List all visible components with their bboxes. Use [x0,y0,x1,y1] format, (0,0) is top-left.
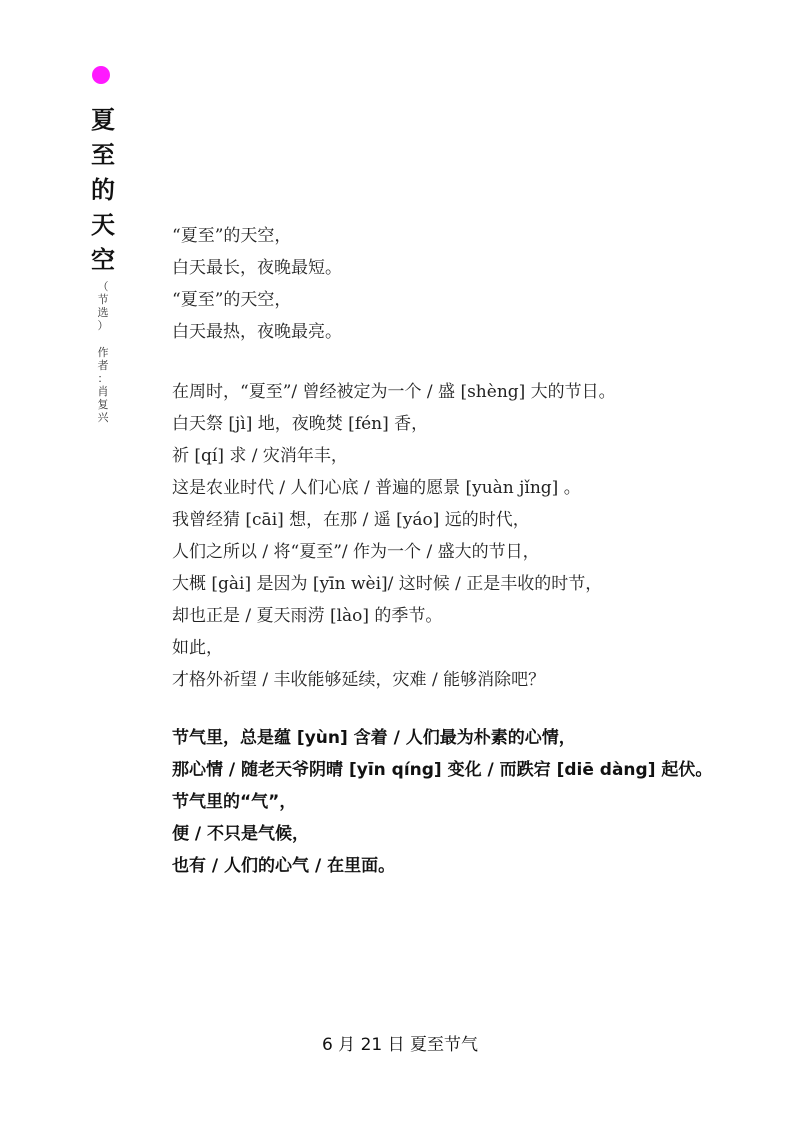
stanza-1 [172,220,782,348]
poem-line: 这是农业时代 / 人们心底 / 普遍的愿景 [yuàn jǐng] 。 [172,478,581,498]
poem-line: 人们之所以 / 将“夏至”/ 作为一个 / 盛大的节日， [172,542,540,562]
title-char: 空 [91,245,115,274]
poem-line: 大概 [gài] 是因为 [yīn wèi]/ 这时候 / 正是丰收的时节， [172,574,603,594]
author-char: ： [97,372,109,385]
title-char: 夏 [91,105,115,134]
poem-line: 才格外祈望 / 丰收能够延续，灾难 / 能够消除吧？ [172,670,546,690]
poem-line-bold: 那心情 / 随老天爷阴晴 [yīn qíng] 变化 / 而跌宕 [diē dàng] 起伏。 [172,760,713,780]
poem-line: “夏至”的天空， [172,290,292,310]
poem-line: 在周时，“夏至”/ 曾经被定为一个 / 盛 [shèng] 大的节日。 [172,382,616,402]
stanza-3 [172,722,782,882]
note-char: 节 [97,293,109,306]
stanza-spacer [172,348,782,376]
title-char: 天 [91,210,115,239]
poem-line: 却也正是 / 夏天雨涝 [lào] 的季节。 [172,606,443,626]
author-char: 复 [97,398,109,411]
decorative-dot [92,66,110,84]
author-char: 作 [97,346,109,359]
author-credit [96,346,110,424]
poem-line: 我曾经猜 [cāi] 想，在那 / 遥 [yáo] 远的时代， [172,510,530,530]
author-char: 肖 [97,385,109,398]
excerpt-note [96,280,110,332]
note-char: （ [97,280,109,293]
poem-line: 祈 [qí] 求 / 灾消年丰， [172,446,348,466]
poem-line: 如此， [172,638,223,658]
poem-line: 白天最热，夜晚最亮。 [172,322,342,342]
note-char: 选 [97,306,109,319]
date-footer: 6 月 21 日 夏至节气 [321,1035,479,1055]
note-char: ） [97,319,109,332]
stanza-2 [172,376,782,696]
title-char: 的 [91,175,115,204]
poem-line: 白天最长，夜晚最短。 [172,258,342,278]
poem-body [172,220,782,882]
stanza-spacer [172,696,782,722]
poem-line-bold: 也有 / 人们的心气 / 在里面。 [172,856,396,876]
vertical-title [90,102,116,277]
poem-line: “夏至”的天空， [172,226,292,246]
poem-line-bold: 节气里的“气”， [172,792,297,812]
title-char: 至 [91,140,115,169]
poem-line-bold: 便 / 不只是气候， [172,824,310,844]
poem-line-bold: 节气里，总是蕴 [yùn] 含着 / 人们最为朴素的心情， [172,728,576,748]
poem-line: 白天祭 [jì] 地，夜晚焚 [fén] 香， [172,414,429,434]
author-char: 者 [97,359,109,372]
author-char: 兴 [97,411,109,424]
